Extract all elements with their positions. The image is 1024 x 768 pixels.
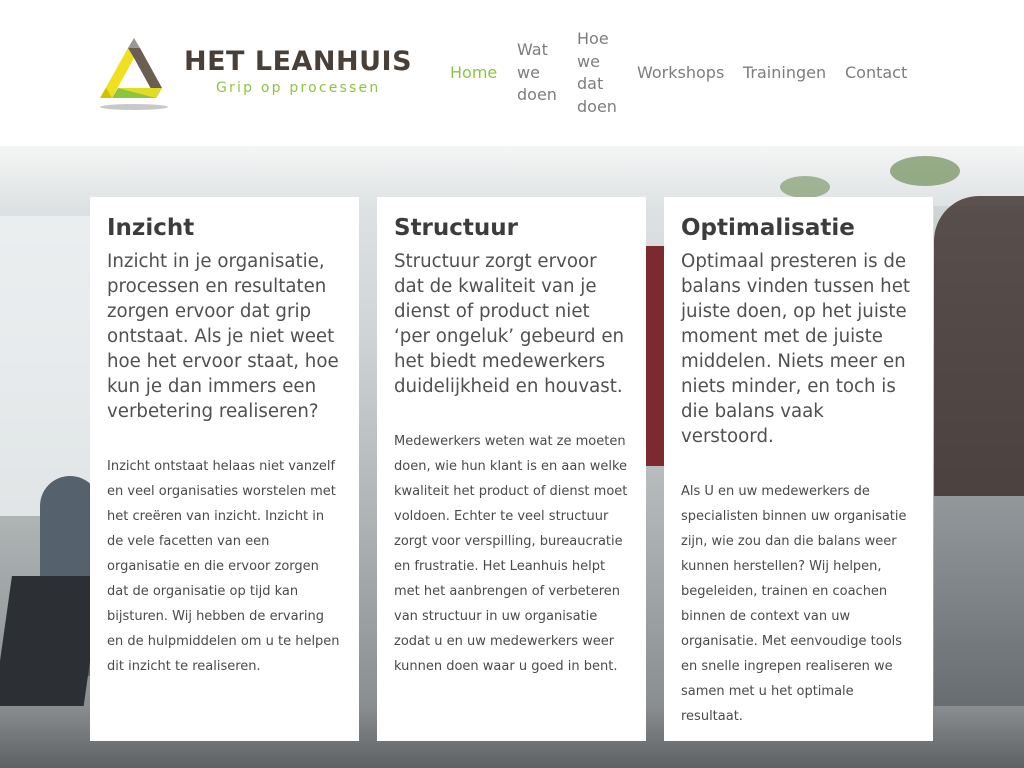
nav-item-hoe-we-dat-doen[interactable]: Hoe we dat doen xyxy=(577,29,617,116)
card-title: Optimalisatie xyxy=(681,215,855,241)
card-body: Als U en uw medewerkers de specialisten binnen uw organisatie zijn, wie zou dan die balans weer kunnen herstellen? Wij helpen, begeleiden, trainen en coachen binnen de context van uw organisatie. Met eenvoudige tools en snelle ingrepen realiseren we samen met u het optimale resultaat. xyxy=(681,484,907,724)
card-body: Medewerkers weten wat ze moeten doen, wie hun klant is en aan welke kwaliteit het product of dienst moet voldoen. Echter te veel structuur zorgt voor verspilling, bureaucratie en frustratie. Het Leanhuis helpt met het aanbrengen of verbeteren van structuur in uw organisatie zodat u en uw medewerkers weer kunnen doen waar u goed in bent. xyxy=(394,434,628,674)
hero-window xyxy=(0,216,90,516)
nav-item-contact[interactable]: Contact xyxy=(845,63,908,82)
site-header xyxy=(0,0,1024,146)
main-nav xyxy=(0,0,1024,146)
nav-item-wat-we-doen[interactable]: Wat we doen xyxy=(517,40,557,104)
brand-name: HET LEANHUIS xyxy=(184,46,413,77)
nav-item-trainingen[interactable]: Trainingen xyxy=(743,63,827,82)
card-structuur xyxy=(377,197,646,741)
hero-person xyxy=(646,246,664,466)
card-title: Inzicht xyxy=(107,215,195,241)
card-body: Inzicht ontstaat helaas niet vanzelf en veel organisaties worstelen met het creëren van inzicht. Inzicht in de vele facetten van een organisatie en die ervoor zorgen dat de organisatie op tijd kan bijsturen. Wij hebben de ervaring en de hulpmiddelen om u te helpen dit inzicht te realiseren. xyxy=(107,459,340,674)
hero-plant xyxy=(780,176,830,198)
hero-plant xyxy=(890,156,960,186)
brand-tagline: Grip op processen xyxy=(216,80,381,96)
card-lead: Structuur zorgt ervoor dat de kwaliteit van je dienst of product niet ‘per ongeluk’ gebeurd en het biedt medewerkers duidelijkheid en houvast. xyxy=(394,251,625,397)
hero-person xyxy=(934,196,1024,496)
nav-item-workshops[interactable]: Workshops xyxy=(637,63,725,82)
card-inzicht xyxy=(90,197,359,741)
card-optimalisatie xyxy=(664,197,933,741)
card-lead: Optimaal presteren is de balans vinden tussen het juiste doen, op het juiste moment met de juiste middelen. Niets meer en niets minder, en toch is die balans vaak verstoord. xyxy=(681,251,911,447)
card-lead: Inzicht in je organisatie, processen en resultaten zorgen ervoor dat grip ontstaat. Als je niet weet hoe het ervoor staat, hoe kun je dan immers een verbetering realiseren? xyxy=(107,251,339,422)
nav-item-home[interactable]: Home xyxy=(450,63,498,82)
card-title: Structuur xyxy=(394,215,518,241)
